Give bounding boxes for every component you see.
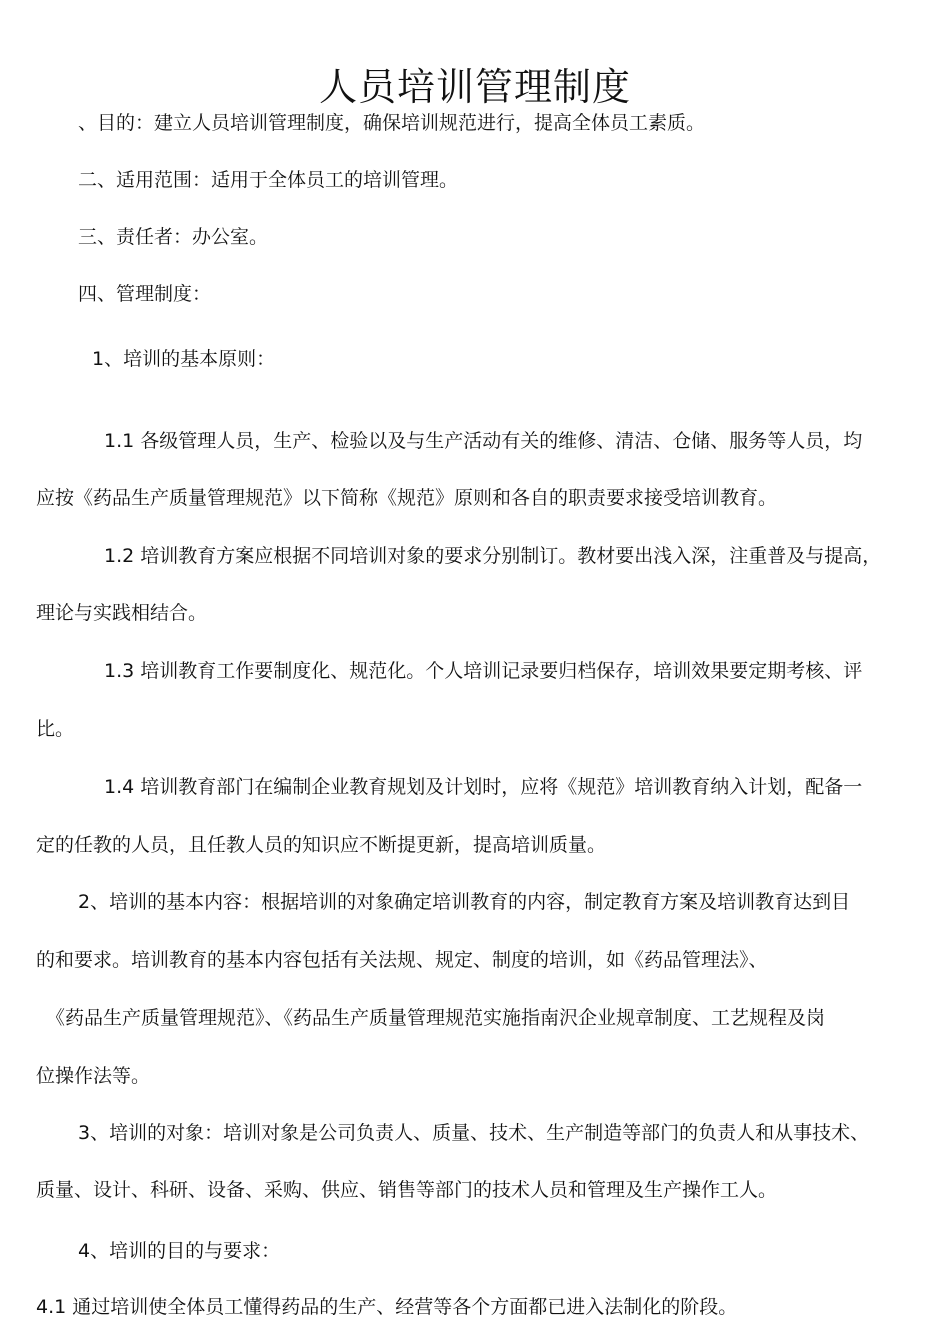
text-line-section-2b: 的和要求。培训教育的基本内容包括有关法规、规定、制度的培训，如《药品管理法》、 (36, 949, 768, 971)
text-line-scope: 二、适用范围：适用于全体员工的培训管理。 (78, 169, 459, 191)
text-line-1-1b: 应按《药品生产质量管理规范》以下简称《规范》原则和各自的职责要求接受培训教育。 (36, 487, 778, 509)
text-line-1-4a: 1.4 培训教育部门在编制企业教育规划及计划时，应将《规范》培训教育纳入计划，配备一 (104, 776, 863, 798)
text-line-1-1a: 1.1 各级管理人员，生产、检验以及与生产活动有关的维修、清洁、仓储、服务等人员，均 (104, 430, 863, 452)
text-line-section-3a: 3、培训的对象：培训对象是公司负责人、质量、技术、生产制造等部门的负责人和从事技术、 (78, 1122, 870, 1144)
document-title: 人员培训管理制度 (318, 65, 631, 110)
text-line-1-4b: 定的任教的人员，且任教人员的知识应不断提更新，提高培训质量。 (36, 834, 607, 856)
text-line-purpose: 、目的：建立人员培训管理制度，确保培训规范进行，提高全体员工素质。 (78, 112, 706, 134)
text-line-1-2b: 理论与实践相结合。 (36, 602, 208, 624)
text-line-section-2d: 位操作法等。 (36, 1065, 151, 1087)
text-line-1-2a: 1.2 培训教育方案应根据不同培训对象的要求分别制订。教材要出浅入深，注重普及与提高， (104, 545, 882, 567)
text-line-4-1: 4.1 通过培训使全体员工懂得药品的生产、经营等各个方面都已进入法制化的阶段。 (36, 1296, 738, 1318)
text-line-responsible: 三、责任者：办公室。 (78, 226, 269, 248)
text-line-section-2c: 《药品生产质量管理规范》、《药品生产质量管理规范实施指南沢企业规章制度、工艺规程及岗 (46, 1007, 826, 1029)
text-line-1-3a: 1.3 培训教育工作要制度化、规范化。个人培训记录要归档保存，培训效果要定期考核、评 (104, 660, 863, 682)
text-line-1-3b: 比。 (36, 718, 75, 740)
text-line-management-system: 四、管理制度： (78, 283, 212, 305)
text-line-section-3b: 质量、设计、科研、设备、采购、供应、销售等部门的技术人员和管理及生产操作工人。 (36, 1179, 778, 1201)
text-line-section-4: 4、培训的目的与要求： (78, 1240, 281, 1262)
text-line-section-1: 1、培训的基本原则： (92, 348, 276, 370)
text-line-section-2a: 2、培训的基本内容：根据培训的对象确定培训教育的内容，制定教育方案及培训教育达到目 (78, 891, 851, 913)
